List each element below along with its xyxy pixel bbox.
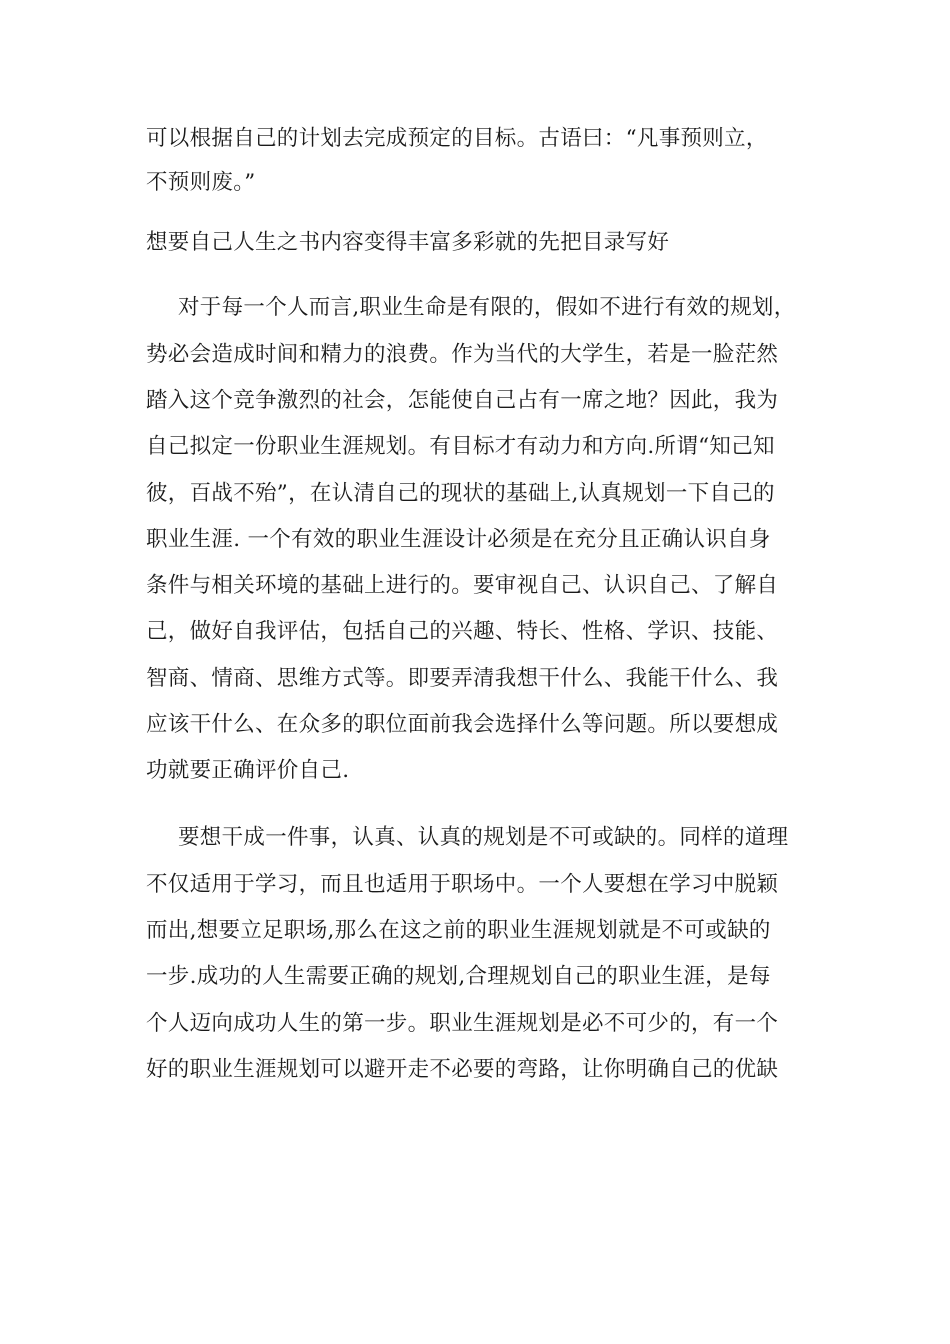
text-line: 可以根据自己的计划去完成预定的目标。古语曰：“凡事预则立， <box>146 126 768 151</box>
text-line: 势必会造成时间和精力的浪费。作为当代的大学生，若是一脸茫然 <box>146 342 779 367</box>
text-line: 个人迈向成功人生的第一步。职业生涯规划是必不可少的，有一个 <box>146 1011 779 1036</box>
text-line: 自己拟定一份职业生涯规划。有目标才有动力和方向.所谓“知己知 <box>146 434 775 459</box>
text-line: 不仅适用于学习，而且也适用于职场中。一个人要想在学习中脱颖 <box>146 872 779 897</box>
text-line: 条件与相关环境的基础上进行的。要审视自己、认识自己、了解自 <box>146 573 779 598</box>
text-line: 踏入这个竞争激烈的社会，怎能使自己占有一席之地？因此，我为 <box>146 388 779 413</box>
text-line: 智商、情商、思维方式等。即要弄清我想干什么、我能干什么、我 <box>146 666 779 691</box>
text-line: 功就要正确评价自己. <box>146 758 350 783</box>
text-line: 彼，百战不殆”，在认清自己的现状的基础上,认真规划一下自己的 <box>146 481 775 506</box>
text-line: 而出,想要立足职场,那么在这之前的职业生涯规划就是不可或缺的 <box>146 918 771 943</box>
text-line: 己，做好自我评估，包括自己的兴趣、特长、性格、学识、技能、 <box>146 619 779 644</box>
text-line: 一步.成功的人生需要正确的规划,合理规划自己的职业生涯，是每 <box>146 964 771 989</box>
text-line: 不预则废。” <box>146 170 256 195</box>
text-line: 对于每一个人而言,职业生命是有限的，假如不进行有效的规划， <box>178 295 796 320</box>
text-line: 好的职业生涯规划可以避开走不必要的弯路，让你明确自己的优缺 <box>146 1057 779 1082</box>
text-line: 应该干什么、在众多的职位面前我会选择什么等问题。所以要想成 <box>146 712 779 737</box>
text-line: 职业生涯. 一个有效的职业生涯设计必须是在充分且正确认识自身 <box>146 527 771 552</box>
section-heading: 想要自己人生之书内容变得丰富多彩就的先把目录写好 <box>146 230 670 255</box>
text-line: 要想干成一件事，认真、认真的规划是不可或缺的。同样的道理 <box>178 825 789 850</box>
